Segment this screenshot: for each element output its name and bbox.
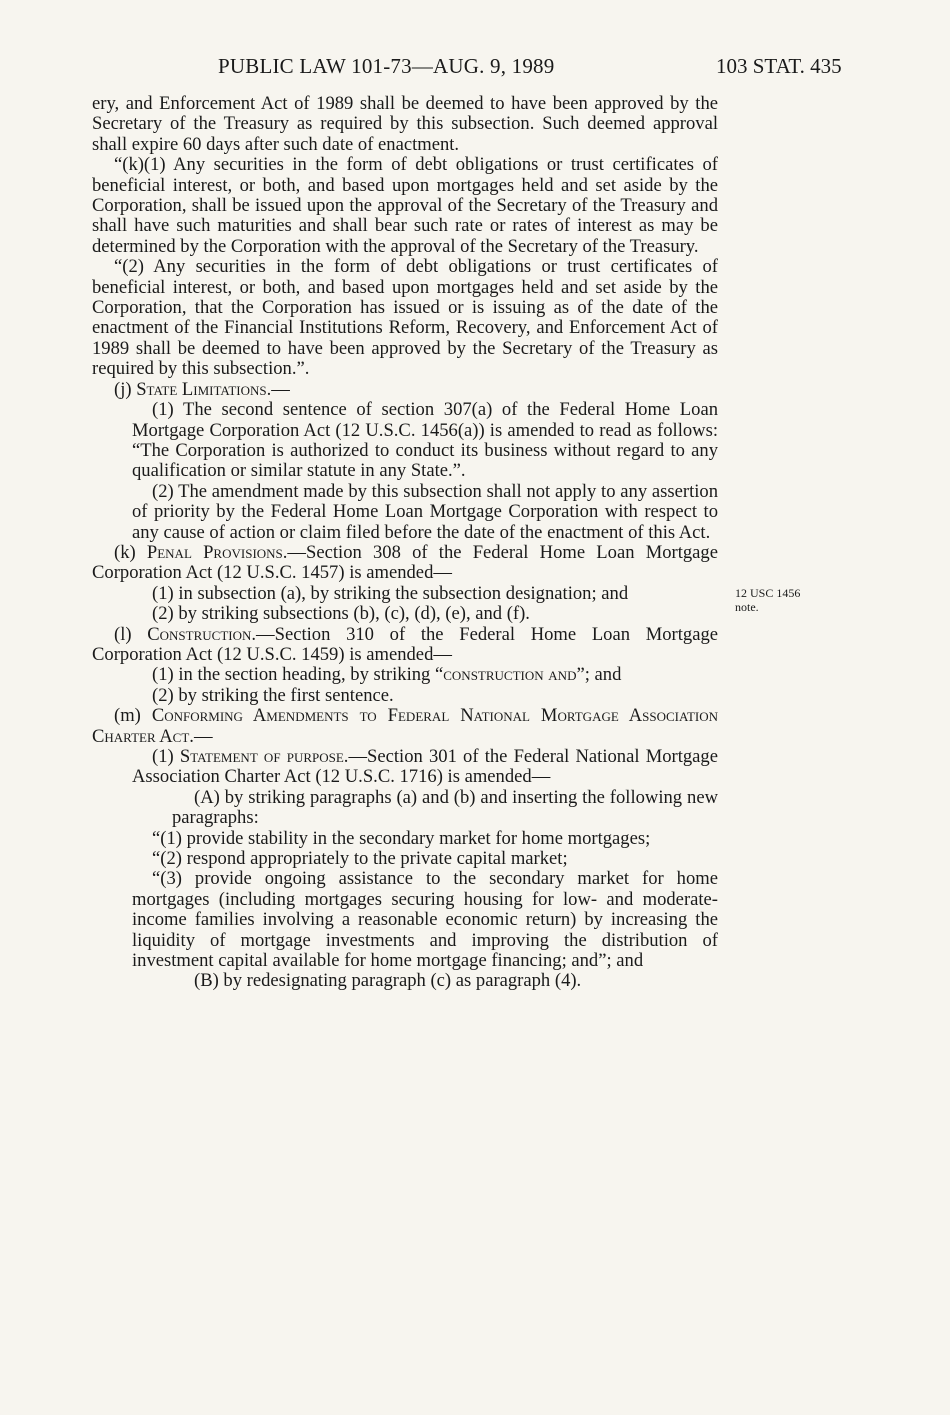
paragraph: (1) in subsection (a), by striking the subsection designation; and xyxy=(152,582,629,604)
subsection-j-heading: (j) State Limitations.— xyxy=(114,378,290,400)
paragraph: (1) in the section heading, by striking “construction and”; and xyxy=(152,664,622,686)
subsection-l: (l) Construction.—Section 310 of the Federal Home Loan Mortgage Corporation Act (12 U.S.C. 1459) is amended— xyxy=(92,623,718,665)
subsection-k: (k) Penal Provisions.—Section 308 of the Federal Home Loan Mortgage Corporation Act (12 U.S.C. 1457) is amended— xyxy=(92,541,718,584)
paragraph: (B) by redesignating paragraph (c) as paragraph (4). xyxy=(194,970,582,992)
paragraph: (2) The amendment made by this subsection shall not apply to any assertion of priority by the Federal Home Loan Mortgage Corporation with respect to any cause of action or claim filed before the date of the enactment of this Act. xyxy=(132,480,718,543)
paragraph: ery, and Enforcement Act of 1989 shall be deemed to have been approved by the Secretary of the Treasury as required by this subsection. Such deemed approval shall expire 60 days after such date of enactment. xyxy=(92,93,718,155)
paragraph: “(k)(1) Any securities in the form of debt obligations or trust certificates of beneficial interest, or both, and based upon mortgages held and set aside by the Corporation, shall be issued upon the approval of the Secretary of the Treasury and shall have such maturities and shall bear such rate or rates of interest as may be determined by the Corporation with the approval of the Secretary of the Treasury. xyxy=(92,154,718,257)
paragraph: (2) by striking subsections (b), (c), (d), (e), and (f). xyxy=(152,603,530,625)
paragraph: “(2) Any securities in the form of debt obligations or trust certificates of beneficial interest, or both, and based upon mortgages held and set aside by the Corporation, that the Corporation has issued or is issuing as of the date of the enactment of the Financial Institutions Reform, Recovery, and Enforcement Act of 1989 shall be deemed to have been approved by the Secretary of the Treasury as required by this subsection.”. xyxy=(92,256,718,380)
page-number: 103 STAT. 435 xyxy=(716,54,842,78)
paragraph: (1) Statement of purpose.—Section 301 of the Federal National Mortgage Association Charter Act (12 U.S.C. 1716) is amended— xyxy=(132,746,718,788)
margin-note-citation: 12 USC 1456 xyxy=(735,586,801,600)
quoted-paragraph: “(2) respond appropriately to the private capital market; xyxy=(152,848,568,870)
page-body xyxy=(92,94,718,992)
running-header-title: PUBLIC LAW 101-73—AUG. 9, 1989 xyxy=(218,54,555,78)
subsection-m-heading: (m) Conforming Amendments to Federal National Mortgage Association Charter Act.— xyxy=(92,705,718,747)
paragraph: (A) by striking paragraphs (a) and (b) and inserting the following new paragraphs: xyxy=(172,786,718,829)
quoted-paragraph: “(3) provide ongoing assistance to the secondary market for home mortgages (including mortgages securing housing for low- and moderate-income families involving a reasonable economic return) by increasing the liquidity of mortgage investments and improving the distribution of investment capital available for home mortgage financing; and”; and xyxy=(132,868,718,972)
margin-note xyxy=(735,586,845,614)
quoted-paragraph: “(1) provide stability in the secondary market for home mortgages; xyxy=(152,827,651,849)
paragraph: (1) The second sentence of section 307(a) of the Federal Home Loan Mortgage Corporation Act (12 U.S.C. 1456(a)) is amended to read as follows: “The Corporation is authorized to conduct its business without regard to any qualification or similar statute in any State.”. xyxy=(132,399,718,482)
paragraph: (2) by striking the first sentence. xyxy=(152,684,394,706)
margin-note-label: note. xyxy=(735,600,759,614)
